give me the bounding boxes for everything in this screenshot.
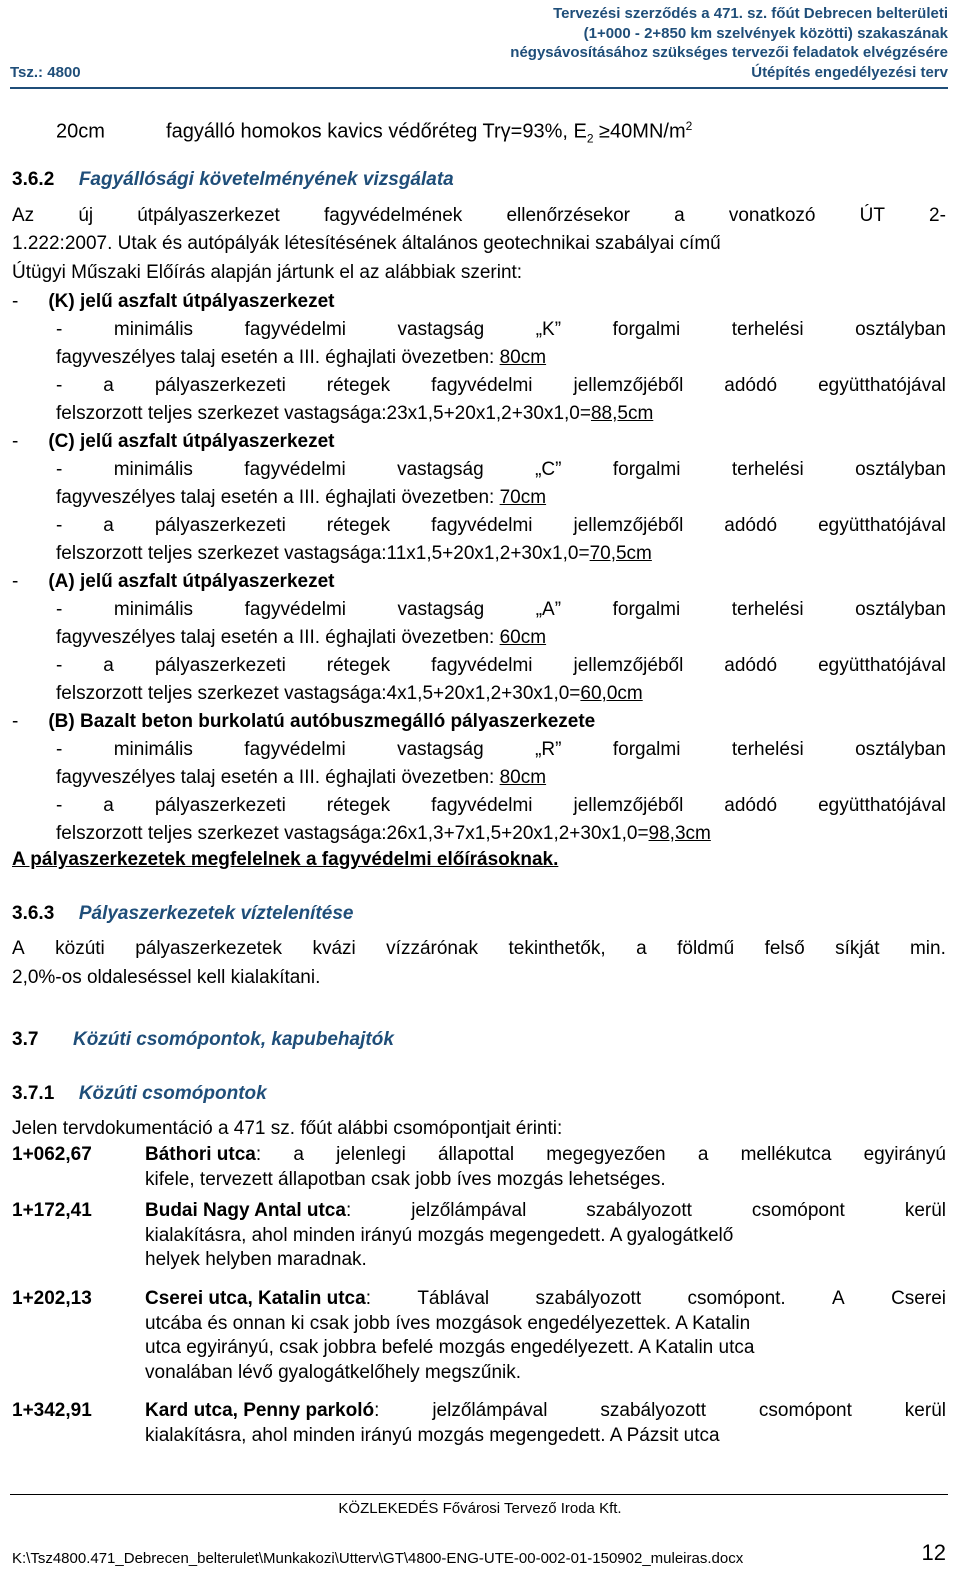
structure-name: (B) Bazalt beton burkolatú autóbuszmegálló pályaszerkezete [48, 711, 596, 732]
word: felső [764, 938, 805, 959]
word: „K” [535, 319, 562, 340]
word: - [56, 515, 63, 536]
section-title: Fagyállósági követelményének vizsgálata [78, 169, 454, 190]
total-thickness-value: 70,5cm [589, 543, 652, 564]
word: osztályban [855, 319, 946, 340]
street-name-wrap: Budai Nagy Antal utca: [145, 1200, 352, 1221]
total-thickness-value: 98,3cm [648, 823, 711, 844]
structure-heading [12, 710, 595, 734]
word: fagyvédelmi [431, 515, 533, 536]
min-thickness-line [56, 486, 546, 510]
text: fagyveszélyes talaj esetén a III. éghajlati övezetben: [56, 627, 500, 648]
min-thickness-line [56, 766, 546, 790]
section-heading [12, 168, 454, 192]
text: fagyveszélyes talaj esetén a III. éghajlati övezetben: [56, 487, 500, 508]
text: felszorzott teljes szerkezet vastagsága:4x1,5+20x1,2+30x1,0= [56, 683, 581, 704]
word: minimális [113, 739, 193, 760]
word: a [103, 375, 114, 396]
word: Táblával [417, 1288, 490, 1309]
word: vonatkozó [728, 205, 816, 226]
section-number: 3.6.2 [12, 169, 55, 190]
word: adódó [724, 375, 778, 396]
coefficient-line [56, 374, 946, 398]
word: a [636, 938, 647, 959]
intersection-description [145, 1199, 946, 1273]
word: vastagság [397, 739, 484, 760]
section-title: Pályaszerkezetek víztelenítése [78, 903, 354, 924]
word: fagyvédelmi [431, 795, 533, 816]
layer-rest: ≥40MN/m [593, 120, 686, 143]
word: útpályaszerkezet [137, 205, 280, 226]
section-number: 3.7 [12, 1029, 39, 1050]
word: szabályozott [600, 1400, 706, 1421]
word: csomópont [758, 1400, 852, 1421]
description-first-line [145, 1287, 946, 1312]
word: fagyvédelmi [431, 655, 533, 676]
word: „R” [535, 739, 562, 760]
word: együtthatójával [818, 795, 946, 816]
min-thickness-value: 60cm [499, 627, 547, 648]
min-thickness-line [56, 458, 946, 482]
word: - [56, 459, 63, 480]
coefficient-line [56, 514, 946, 538]
project-number: Tsz.: 4800 [10, 64, 81, 81]
paragraph-line [12, 204, 946, 228]
word: A [832, 1288, 845, 1309]
intersection-station: 1+202,13 [12, 1288, 92, 1309]
word: a [674, 205, 685, 226]
word: együtthatójával [818, 655, 946, 676]
page-number: 12 [921, 1540, 946, 1565]
word: pályaszerkezeti [154, 515, 286, 536]
word: minimális [113, 319, 194, 340]
min-thickness-value: 70cm [499, 487, 547, 508]
intersection-station: 1+342,91 [12, 1400, 92, 1421]
structure-heading [12, 430, 334, 454]
word: vízzárónak [386, 938, 479, 959]
footer-file-path: K:\Tsz4800.471_Debrecen_belterulet\Munkakozi\Utterv\GT\4800-ENG-UTE-00-002-01-150902_muleiras.docx [12, 1550, 744, 1567]
text: felszorzott teljes szerkezet vastagsága:11x1,5+20x1,2+30x1,0= [56, 543, 590, 564]
word: Cserei [891, 1288, 946, 1309]
street-name: Budai Nagy Antal utca [145, 1200, 346, 1221]
word: terhelési [731, 739, 804, 760]
conclusion: A pályaszerkezetek megfelelnek a fagyvédelmi előírásoknak. [12, 849, 559, 870]
first-line-text [145, 1199, 946, 1224]
word: együtthatójával [818, 375, 946, 396]
header-line: (1+000 - 2+850 km szelvények közötti) szakaszának [583, 24, 948, 42]
word: síkját [835, 938, 880, 959]
coefficient-line [56, 654, 946, 678]
header-line: Útépítés engedélyezési terv [751, 63, 948, 81]
word: rétegek [326, 375, 391, 396]
word: jelenlegi [336, 1144, 406, 1165]
layer-row [56, 114, 692, 151]
word: fagyvédelmi [244, 739, 346, 760]
word: kerül [904, 1400, 946, 1421]
paragraph-line: Jelen tervdokumentáció a 471 sz. főút alábbi csomópontjait érinti: [12, 1118, 563, 1139]
word: pályaszerkezeti [154, 795, 286, 816]
paragraph-line [12, 937, 946, 961]
text: felszorzott teljes szerkezet vastagsága:26x1,3+7x1,5+20x1,2+30x1,0= [56, 823, 649, 844]
word: Az [12, 205, 35, 226]
layer-sup: 2 [685, 119, 693, 133]
word: adódó [724, 655, 778, 676]
word: jellemzőjéből [573, 655, 684, 676]
paragraph-line: 1.222:2007. Utak és autópályák létesítésének általános geotechnikai szabályai című [12, 233, 721, 254]
street-name: Báthori utca [145, 1144, 256, 1165]
word: a [293, 1144, 304, 1165]
text: fagyveszélyes talaj esetén a III. éghajlati övezetben: [56, 767, 500, 788]
footer-divider [10, 1494, 948, 1495]
word: minimális [113, 599, 194, 620]
text: fagyveszélyes talaj esetén a III. éghajlati övezetben: [56, 347, 500, 368]
word: vastagság [397, 599, 485, 620]
layer-text: fagyálló homokos kavics védőréteg Trγ=93%, E [166, 120, 587, 143]
section-heading [12, 902, 353, 926]
word: - [56, 375, 63, 396]
word: min. [909, 938, 946, 959]
word: fagyvédelmének [323, 205, 463, 226]
word: A [12, 938, 25, 959]
intersection-station: 1+062,67 [12, 1144, 92, 1165]
total-thickness-value: 60,0cm [580, 683, 643, 704]
word: forgalmi [612, 459, 681, 480]
word: pályaszerkezetek [135, 938, 282, 959]
list-dash: - [12, 711, 19, 732]
paragraph-line: 2,0%-os oldaleséssel kell kialakítani. [12, 967, 321, 988]
coefficient-line [56, 542, 652, 566]
word: együtthatójával [818, 515, 946, 536]
word: a [103, 655, 114, 676]
street-name: Cserei utca, Katalin utca [145, 1288, 366, 1309]
min-thickness-line [56, 626, 546, 650]
structure-name: (C) jelű aszfalt útpályaszerkezet [48, 431, 335, 452]
description-line: helyek helyben maradnak. [145, 1249, 367, 1270]
header-line: Tervezési szerződés a 471. sz. főút Debrecen belterületi [553, 5, 948, 22]
coefficient-line [56, 794, 946, 818]
description-first-line [145, 1143, 946, 1168]
word: csomópont. [687, 1288, 786, 1309]
intersection-description [145, 1143, 946, 1192]
word: jellemzőjéből [573, 795, 684, 816]
structure-heading [12, 290, 334, 314]
description-first-line [145, 1199, 946, 1224]
word: csomópont [751, 1200, 845, 1221]
intersection-station: 1+172,41 [12, 1200, 92, 1221]
word: - [56, 795, 63, 816]
word: minimális [113, 459, 193, 480]
street-name-wrap: Cserei utca, Katalin utca: [145, 1288, 371, 1309]
description-first-line [145, 1399, 946, 1424]
section-number: 3.7.1 [12, 1083, 55, 1104]
word: terhelési [731, 599, 804, 620]
word: - [56, 655, 63, 676]
word: jelzőlámpával [432, 1400, 548, 1421]
intersection-description [145, 1287, 946, 1385]
word: megegyezően [546, 1144, 666, 1165]
description-line: kifele, tervezett állapotban csak jobb íves mozgás lehetséges. [145, 1168, 666, 1190]
first-line-text [145, 1143, 946, 1168]
word: vastagság [397, 319, 485, 340]
word: ÚT [859, 205, 885, 226]
section-heading [12, 1082, 267, 1106]
street-name: Kard utca, Penny parkoló [145, 1400, 375, 1421]
intersection-description [145, 1399, 946, 1448]
description-line: vonalában lévő gyalogátkelőhely megszűnik. [145, 1361, 522, 1383]
first-line-text [145, 1287, 946, 1312]
word: osztályban [855, 599, 946, 620]
word: tekinthetők, [508, 938, 606, 959]
word: rétegek [326, 515, 391, 536]
word: jellemzőjéből [573, 375, 684, 396]
min-thickness-value: 80cm [499, 347, 547, 368]
word: szabályozott [535, 1288, 642, 1309]
street-name-wrap: Báthori utca: [145, 1144, 262, 1165]
list-dash: - [12, 291, 19, 312]
word: egyirányú [863, 1144, 946, 1165]
word: fagyvédelmi [244, 459, 346, 480]
word: vastagság [397, 459, 484, 480]
coefficient-line [56, 682, 643, 706]
word: pályaszerkezeti [154, 655, 286, 676]
word: forgalmi [612, 599, 681, 620]
total-thickness-value: 88,5cm [590, 403, 654, 424]
min-thickness-value: 80cm [499, 767, 547, 788]
section-number: 3.6.3 [12, 903, 55, 924]
word: terhelési [731, 459, 804, 480]
word: terhelési [731, 319, 804, 340]
word: adódó [724, 795, 778, 816]
word: fagyvédelmi [431, 375, 533, 396]
word: - [56, 739, 63, 760]
structure-heading [12, 570, 334, 594]
section-heading [12, 1028, 394, 1052]
word: adódó [724, 515, 778, 536]
min-thickness-line [56, 598, 946, 622]
word: rétegek [326, 655, 391, 676]
word: a [103, 795, 114, 816]
word: a [697, 1144, 709, 1165]
min-thickness-line [56, 318, 946, 342]
word: földmű [677, 938, 735, 959]
description-line: utcába és onnan ki csak jobb íves mozgások engedélyezettek. A Katalin [145, 1312, 751, 1334]
word: mellékutca [740, 1144, 832, 1165]
min-thickness-line [56, 346, 546, 370]
header-title [388, 4, 948, 82]
word: osztályban [855, 459, 946, 480]
word: kerül [904, 1200, 946, 1221]
street-name-wrap: Kard utca, Penny parkoló: [145, 1400, 380, 1421]
word: „C” [535, 459, 562, 480]
word: a [103, 515, 114, 536]
footer-company: KÖZLEKEDÉS Fővárosi Tervező Iroda Kft. [338, 1500, 622, 1517]
min-thickness-line [56, 738, 946, 762]
word: fagyvédelmi [244, 599, 346, 620]
description-line: utca egyirányú, csak jobbra befelé mozgás engedélyezett. A Katalin utca [145, 1337, 755, 1358]
word: kvázi [312, 938, 356, 959]
list-dash: - [12, 431, 19, 452]
word: forgalmi [612, 739, 681, 760]
structure-name: (K) jelű aszfalt útpályaszerkezet [48, 291, 335, 312]
word: - [56, 319, 63, 340]
word: ellenőrzésekor [506, 205, 631, 226]
structure-name: (A) jelű aszfalt útpályaszerkezet [48, 571, 335, 592]
list-dash: - [12, 571, 19, 592]
header-line: négysávosításához szükséges tervezői feladatok elvégzésére [510, 44, 948, 61]
first-line-text [145, 1399, 946, 1424]
layer-thickness: 20cm [56, 120, 105, 143]
word: új [78, 205, 94, 226]
word: - [56, 599, 63, 620]
coefficient-line [56, 822, 711, 846]
word: szabályozott [586, 1200, 692, 1221]
word: fagyvédelmi [244, 319, 346, 340]
word: rétegek [326, 795, 391, 816]
word: jelzőlámpával [411, 1200, 527, 1221]
word: közúti [55, 938, 105, 959]
description-line: kialakításra, ahol minden irányú mozgás megengedett. A gyalogátkelő [145, 1224, 734, 1246]
section-title: Közúti csomópontok, kapubehajtók [72, 1029, 394, 1050]
section-title: Közúti csomópontok [78, 1083, 267, 1104]
text: felszorzott teljes szerkezet vastagsága:23x1,5+20x1,2+30x1,0= [56, 403, 591, 424]
paragraph-line: Útügyi Műszaki Előírás alapján jártunk el az alábbiak szerint: [12, 262, 523, 283]
layer-sub: 2 [586, 131, 594, 146]
description-line: kialakításra, ahol minden irányú mozgás megengedett. A Pázsit utca [145, 1424, 720, 1446]
word: 2- [929, 205, 946, 226]
word: „A” [535, 599, 562, 620]
header-divider [10, 87, 948, 89]
word: állapottal [438, 1144, 515, 1165]
word: jellemzőjéből [573, 515, 684, 536]
word: pályaszerkezeti [154, 375, 286, 396]
coefficient-line [56, 402, 653, 426]
word: osztályban [855, 739, 946, 760]
word: forgalmi [612, 319, 681, 340]
